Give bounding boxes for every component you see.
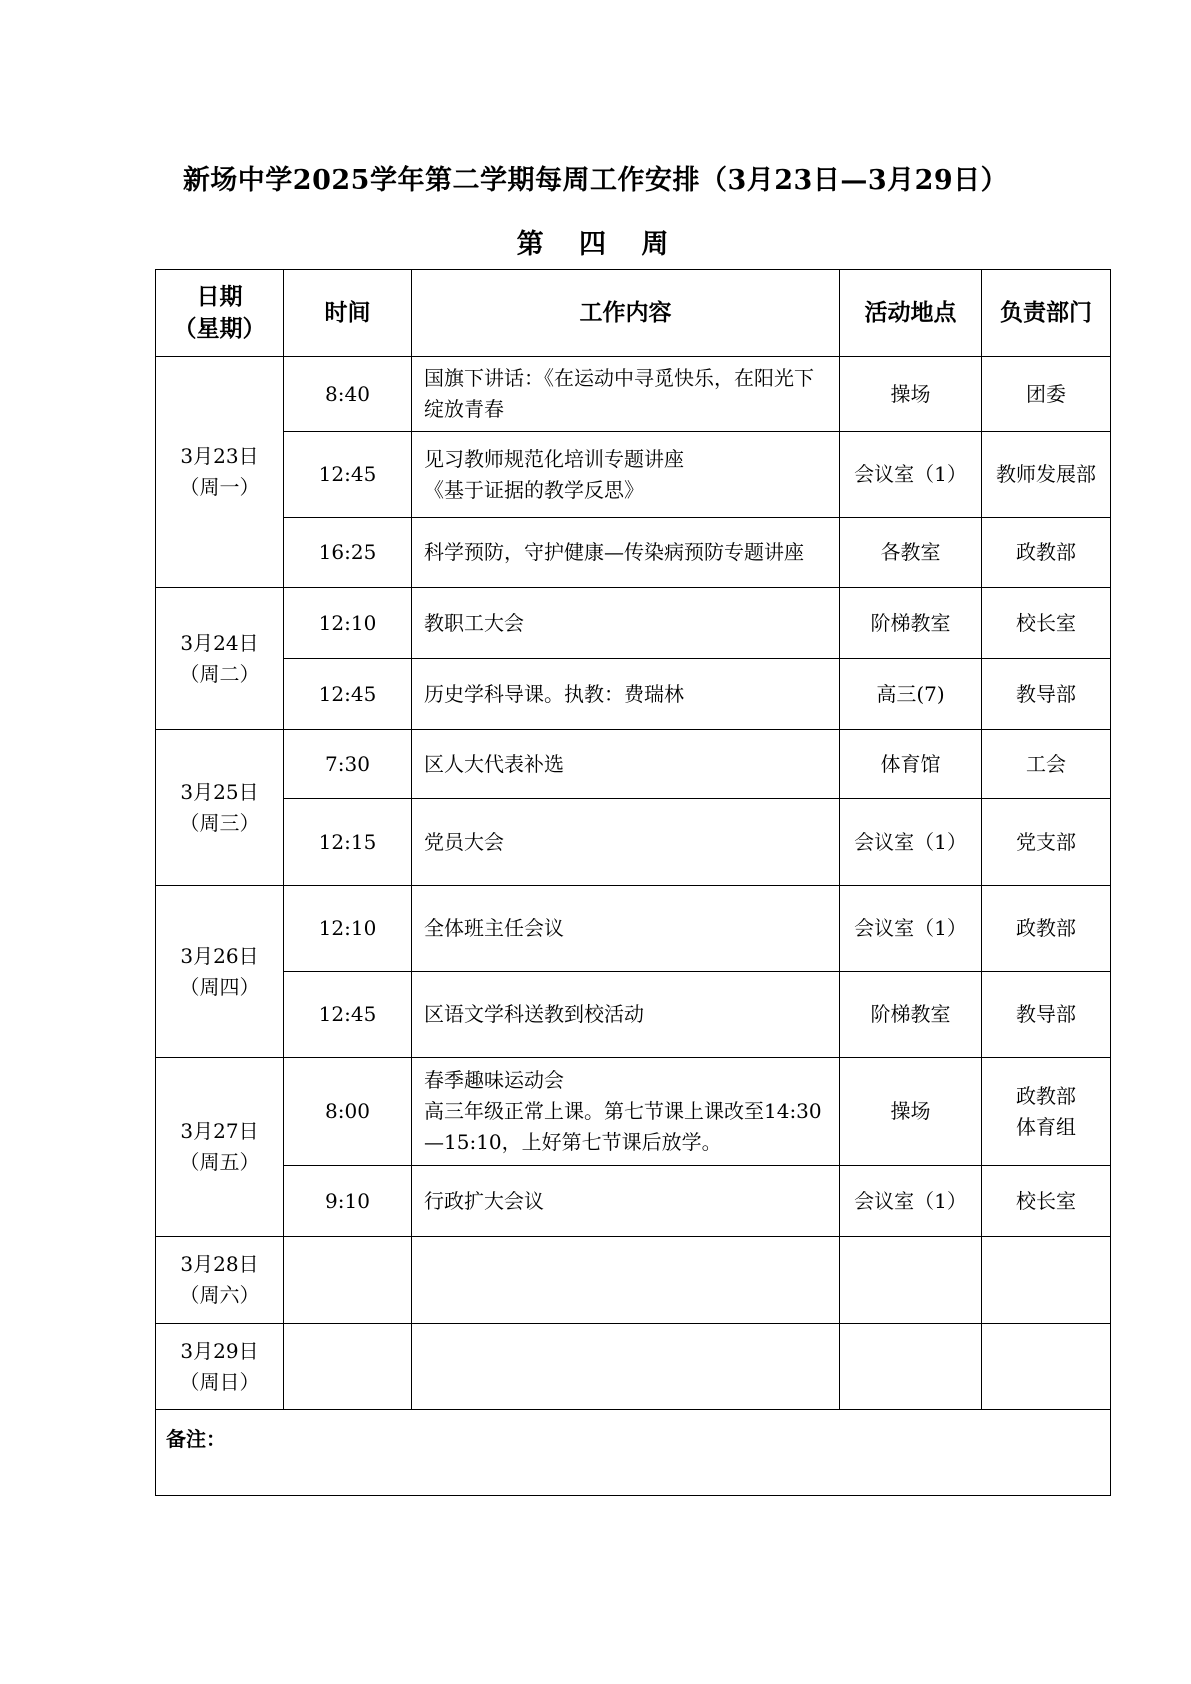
date-cell [156,357,284,588]
time-cell: 8:00 [284,1058,412,1166]
header-row [156,270,1111,357]
table-row [156,1324,1111,1410]
note-cell: 备注： [156,1410,1111,1496]
location-cell: 操场 [840,357,982,432]
time-cell: 12:45 [284,972,412,1058]
weekday-text: （周一） [179,475,260,499]
content-cell [412,432,840,518]
table-row [156,730,1111,799]
weekday-text: （周二） [179,661,260,686]
content-cell: 区人大代表补选 [412,730,840,799]
content-line: 《基于证据的教学反思》 [424,477,644,502]
content-cell: 党员大会 [412,799,840,886]
date-text: 3月29日 [180,1338,259,1363]
location-cell: 会议室（1） [840,432,982,518]
content-line: 高三年级正常上课。第七节课上课改至14:30—15:10，上好第七节课后放学。 [424,1099,822,1154]
content-line: 见习教师规范化培训专题讲座 [424,446,684,471]
department-cell: 教师发展部 [982,432,1111,518]
department-cell: 校长室 [982,1166,1111,1237]
time-cell: 12:45 [284,432,412,518]
date-text: 3月23日 [180,444,259,468]
date-cell [156,730,284,886]
content-cell [412,1324,840,1410]
table-row [156,1237,1111,1324]
department-cell: 教导部 [982,659,1111,730]
department-cell: 团委 [982,357,1111,432]
date-cell [156,588,284,730]
time-cell: 12:10 [284,588,412,659]
table-row [156,432,1111,518]
department-cell: 工会 [982,730,1111,799]
location-cell: 会议室（1） [840,886,982,972]
department-cell: 政教部 [982,886,1111,972]
time-cell: 8:40 [284,357,412,432]
content-cell: 国旗下讲话：《在运动中寻觅快乐，在阳光下绽放青春 [412,357,840,432]
date-cell [156,1237,284,1324]
date-text: 3月28日 [180,1252,259,1276]
time-cell: 9:10 [284,1166,412,1237]
content-cell: 历史学科导课。执教：费瑞林 [412,659,840,730]
department-cell: 政教部 [982,518,1111,588]
header-department: 负责部门 [982,270,1111,357]
location-cell: 操场 [840,1058,982,1166]
department-cell: 党支部 [982,799,1111,886]
content-cell: 教职工大会 [412,588,840,659]
location-cell: 会议室（1） [840,799,982,886]
page-title: 新场中学2025学年第二学期每周工作安排（3月23日—3月29日） [182,165,1009,196]
date-text: 3月24日 [180,630,259,655]
content-cell: 科学预防，守护健康—传染病预防专题讲座 [412,518,840,588]
content-cell: 行政扩大会议 [412,1166,840,1237]
table-row [156,972,1111,1058]
content-cell: 全体班主任会议 [412,886,840,972]
weekday-text: （周五） [179,1150,260,1174]
table-row [156,1166,1111,1237]
content-line: 春季趣味运动会 [424,1068,564,1092]
time-cell [284,1324,412,1410]
location-cell: 各教室 [840,518,982,588]
date-text: 3月27日 [180,1119,259,1143]
location-cell: 阶梯教室 [840,588,982,659]
time-cell: 16:25 [284,518,412,588]
location-cell: 体育馆 [840,730,982,799]
content-cell [412,1237,840,1324]
table-row [156,799,1111,886]
location-cell [840,1324,982,1410]
schedule-table [155,269,1111,1496]
table-row [156,518,1111,588]
weekday-text: （周日） [179,1369,260,1394]
date-cell [156,1324,284,1410]
weekday-text: （周三） [179,810,260,835]
table-row [156,886,1111,972]
location-cell [840,1237,982,1324]
header-time: 时间 [284,270,412,357]
department-cell: 教导部 [982,972,1111,1058]
location-cell: 会议室（1） [840,1166,982,1237]
department-cell [982,1324,1111,1410]
header-content: 工作内容 [412,270,840,357]
time-cell: 12:10 [284,886,412,972]
department-line: 体育组 [1016,1114,1076,1139]
header-location: 活动地点 [840,270,982,357]
date-text: 3月26日 [180,943,259,968]
date-text: 3月25日 [180,779,259,804]
location-cell: 阶梯教室 [840,972,982,1058]
location-cell: 高三(7) [840,659,982,730]
note-row [156,1410,1111,1496]
department-cell [982,1237,1111,1324]
table-row [156,1058,1111,1166]
time-cell: 12:15 [284,799,412,886]
time-cell [284,1237,412,1324]
table-row [156,588,1111,659]
table-row [156,659,1111,730]
header-date [156,270,284,357]
week-label: 第 四 周 [516,229,675,260]
table-row [156,357,1111,432]
header-date-line1: 日期 [196,283,243,310]
weekday-text: （周六） [179,1283,260,1307]
content-cell [412,1058,840,1166]
time-cell: 12:45 [284,659,412,730]
department-cell [982,1058,1111,1166]
time-cell: 7:30 [284,730,412,799]
date-cell [156,1058,284,1237]
department-cell: 校长室 [982,588,1111,659]
header-date-line2: （星期） [173,315,266,342]
content-cell: 区语文学科送教到校活动 [412,972,840,1058]
department-line: 政教部 [1016,1083,1076,1108]
weekday-text: （周四） [179,974,260,999]
date-cell [156,886,284,1058]
